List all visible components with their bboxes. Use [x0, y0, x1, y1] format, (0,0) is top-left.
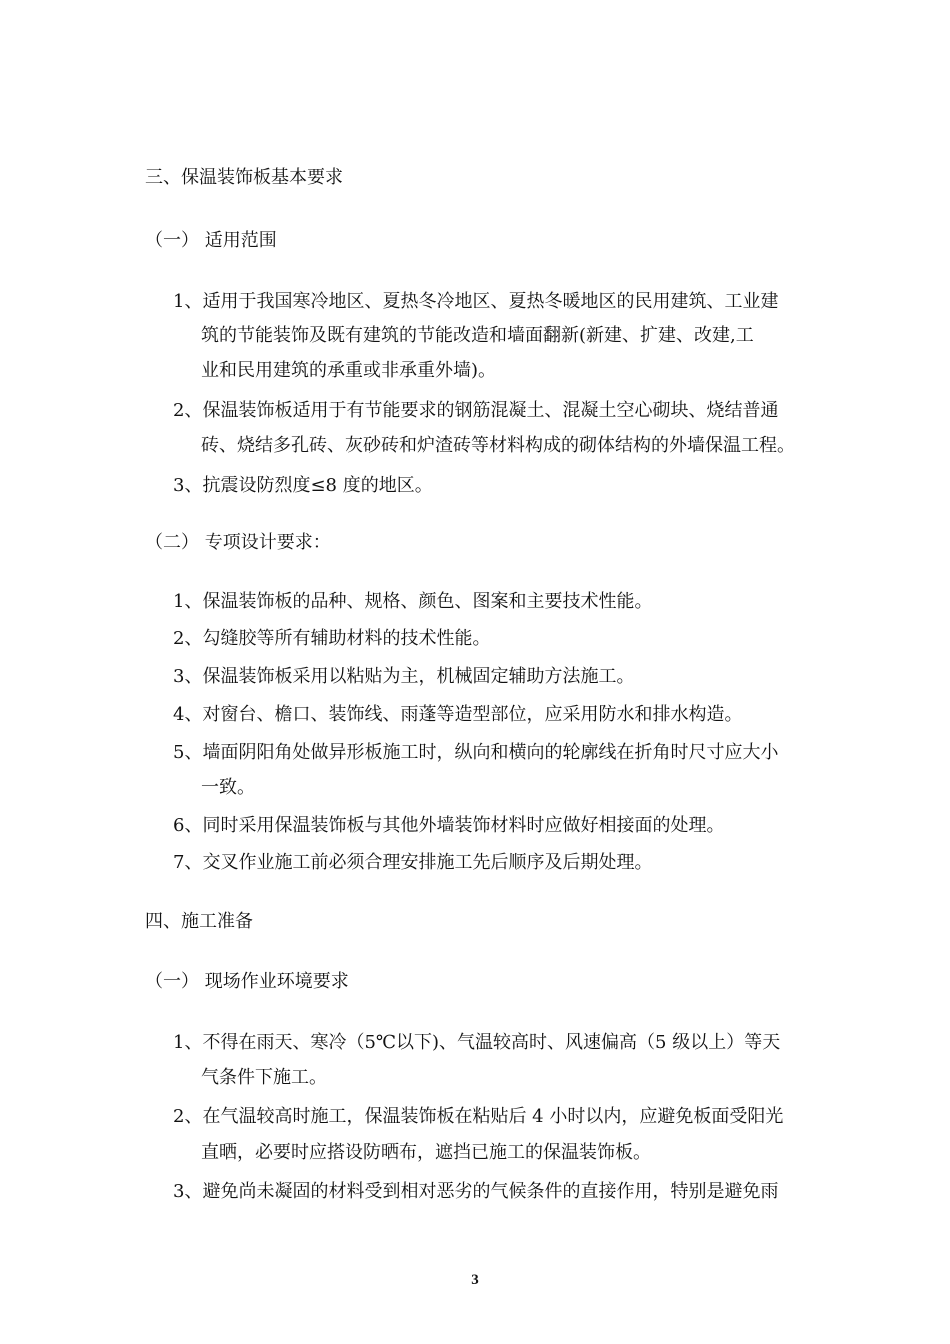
page-number: 3 [471, 1272, 479, 1288]
section-3-heading: 三、保温装饰板基本要求 [145, 167, 343, 188]
s3-sub1-item2-line1: 2、保温装饰板适用于有节能要求的钢筋混凝土、混凝土空心砌块、烧结普通 [173, 400, 779, 421]
s3-sub1-item2-line2: 砖、烧结多孔砖、灰砂砖和炉渣砖等材料构成的砌体结构的外墙保温工程。 [201, 435, 795, 456]
s3-sub2-item2: 2、勾缝胶等所有辅助材料的技术性能。 [173, 628, 491, 649]
s4-sub1-item2-line1: 2、在气温较高时施工，保温装饰板在粘贴后 4 小时以内，应避免板面受阳光 [173, 1106, 784, 1127]
section-4-sub1-heading: （一） 现场作业环境要求 [145, 971, 349, 992]
s4-sub1-item3-line1: 3、避免尚未凝固的材料受到相对恶劣的气候条件的直接作用，特别是避免雨 [173, 1181, 779, 1202]
s3-sub2-item5-line2: 一致。 [201, 777, 255, 798]
s4-sub1-item1-line1: 1、不得在雨天、寒冷（5℃以下)、气温较高时、风速偏高（5 级以上）等天 [173, 1032, 781, 1053]
s4-sub1-item2-line2: 直晒，必要时应搭设防晒布，遮挡已施工的保温装饰板。 [201, 1142, 651, 1163]
s3-sub1-item1-line2: 筑的节能装饰及既有建筑的节能改造和墙面翻新(新建、扩建、改建,工 [201, 325, 754, 346]
s3-sub2-item5-line1: 5、墙面阴阳角处做异形板施工时，纵向和横向的轮廓线在折角时尺寸应大小 [173, 742, 779, 763]
s4-sub1-item1-line2: 气条件下施工。 [201, 1067, 327, 1088]
s3-sub2-item6: 6、同时采用保温装饰板与其他外墙装饰材料时应做好相接面的处理。 [173, 815, 725, 836]
s3-sub2-item4: 4、对窗台、檐口、装饰线、雨蓬等造型部位，应采用防水和排水构造。 [173, 704, 743, 725]
section-3-sub1-heading: （一） 适用范围 [145, 230, 277, 251]
section-4-heading: 四、施工准备 [145, 911, 253, 932]
section-3-sub2-heading: （二） 专项设计要求： [145, 532, 331, 553]
s3-sub1-item1-line3: 业和民用建筑的承重或非承重外墙)。 [201, 360, 497, 381]
s3-sub2-item3: 3、保温装饰板采用以粘贴为主，机械固定辅助方法施工。 [173, 666, 635, 687]
s3-sub2-item1: 1、保温装饰板的品种、规格、颜色、图案和主要技术性能。 [173, 591, 653, 612]
s3-sub1-item1-line1: 1、适用于我国寒冷地区、夏热冬冷地区、夏热冬暖地区的民用建筑、工业建 [173, 291, 779, 312]
s3-sub2-item7: 7、交叉作业施工前必须合理安排施工先后顺序及后期处理。 [173, 852, 653, 873]
s3-sub1-item3-line1: 3、抗震设防烈度≤8 度的地区。 [173, 475, 433, 496]
